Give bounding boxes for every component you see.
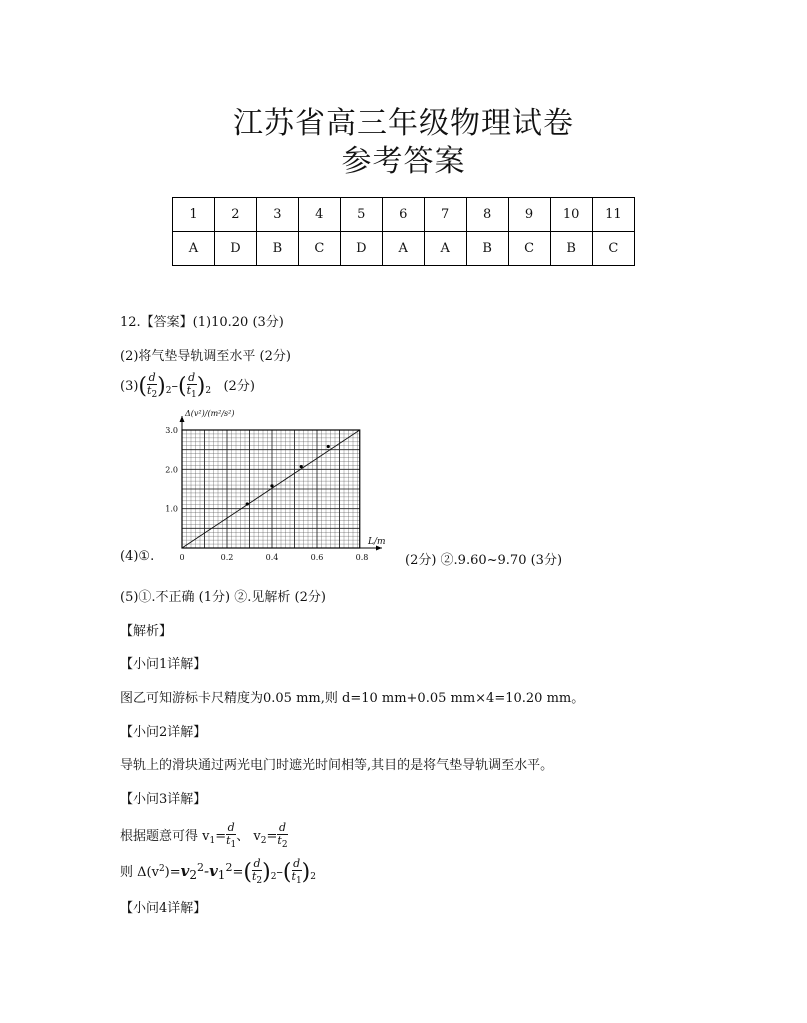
line3-score: (2分)	[223, 379, 255, 394]
answer-table-answer-row	[173, 232, 635, 266]
question-number-cell: 1	[173, 198, 215, 232]
answer-cell: B	[550, 232, 592, 266]
answer-cell: B	[256, 232, 298, 266]
q12-answer-line2: (2)将气垫导轨调至水平 (2分)	[120, 349, 291, 364]
answer-cell: C	[592, 232, 634, 266]
q12-answer-line4-score: (2分) ②.9.60~9.70 (3分)	[405, 553, 563, 568]
chart-tick-labels	[165, 426, 368, 562]
question-number-cell: 7	[424, 198, 466, 232]
question-number-cell: 11	[592, 198, 634, 232]
question-number-cell: 6	[382, 198, 424, 232]
sub2-heading: 【小问2详解】	[120, 725, 207, 740]
question-number-cell: 3	[256, 198, 298, 232]
fraction-d-over-t2: $\frac{d}{t_2}$	[251, 857, 263, 886]
sub3-body-line1: 根据题意可得 $v_1=$ $\frac{d}{t_1}$ 、 $v_2=$ $\frac{d}{t_2}$	[120, 821, 288, 850]
q12-answer-line5: (5)①.不正确 (1分) ②.见解析 (2分)	[120, 590, 326, 605]
answer-table	[172, 197, 635, 266]
answer-cell: D	[340, 232, 382, 266]
q12-answer-line4-prefix: (4)①.	[120, 549, 155, 564]
fraction-d-over-t1: $\frac{d}{t_1}$	[186, 371, 197, 400]
y-tick-label: 1.0	[165, 504, 178, 514]
sub4-heading: 【小问4详解】	[120, 901, 207, 916]
answer-cell: A	[424, 232, 466, 266]
answer-cell: C	[298, 232, 340, 266]
data-point	[327, 445, 330, 448]
q12-answer-line1: 12.【答案】(1)10.20 (3分)	[120, 315, 284, 330]
chart-x-axis-label: L/m	[368, 537, 386, 547]
sub1-heading: 【小问1详解】	[120, 657, 207, 672]
question-number-cell: 2	[214, 198, 256, 232]
x-tick-label: 0.8	[355, 553, 369, 562]
delta-v2-vs-L-chart	[150, 405, 400, 565]
y-tick-label: 2.0	[165, 465, 178, 475]
question-number-cell: 9	[508, 198, 550, 232]
page-subtitle: 参考答案	[341, 144, 466, 179]
data-point	[246, 502, 249, 505]
page-title: 江苏省高三年级物理试卷	[233, 106, 574, 141]
answer-cell: B	[466, 232, 508, 266]
x-tick-label: 0.6	[310, 553, 324, 562]
fraction-d-over-t2: $\frac{d}{t_2}$	[277, 821, 288, 850]
answer-cell: A	[173, 232, 215, 266]
answer-cell: D	[214, 232, 256, 266]
chart-axes	[180, 416, 383, 551]
answer-table-number-row	[173, 198, 635, 232]
line3-prefix: (3)	[120, 379, 139, 394]
question-number-cell: 8	[466, 198, 508, 232]
question-number-cell: 5	[340, 198, 382, 232]
fraction-d-over-t1: $\frac{d}{t_1}$	[291, 857, 302, 886]
sub3-heading: 【小问3详解】	[120, 792, 207, 807]
answer-cell: C	[508, 232, 550, 266]
data-point	[300, 465, 303, 468]
analysis-heading: 【解析】	[120, 624, 173, 639]
question-number-cell: 4	[298, 198, 340, 232]
x-tick-label: 0	[179, 553, 185, 562]
x-tick-label: 0.2	[220, 553, 234, 562]
fraction-d-over-t2: $\frac{d}{t_2}$	[147, 371, 158, 400]
chart-y-axis-label: Δ(v²)/(m²/s²)	[185, 409, 235, 418]
answer-cell: A	[382, 232, 424, 266]
data-point	[270, 484, 273, 487]
fraction-d-over-t1: $\frac{d}{t_1}$	[226, 821, 237, 850]
question-number-cell: 10	[550, 198, 592, 232]
y-tick-label: 3.0	[165, 426, 178, 435]
sub1-body: 图乙可知游标卡尺精度为0.05 mm,则 d=10 mm+0.05 mm×4=10.20 mm。	[120, 691, 585, 706]
y-axis-arrow	[180, 416, 185, 422]
q12-answer-line3: (3)( $\frac{d}{t_2}$ )$_2-$( $\frac{d}{t_1}$ )$_2$ (2分)	[120, 371, 255, 400]
x-tick-label: 0.4	[265, 553, 279, 562]
sub2-body: 导轨上的滑块通过两光电门时遮光时间相等,其目的是将气垫导轨调至水平。	[120, 758, 554, 773]
sub3-body-line2: 则 $\Delta(v^2)=v2^2-v1^2=$( $\frac{d}{t_2}$ )$_2-$( $\frac{d}{t_1}$ )$_2$	[120, 857, 316, 886]
